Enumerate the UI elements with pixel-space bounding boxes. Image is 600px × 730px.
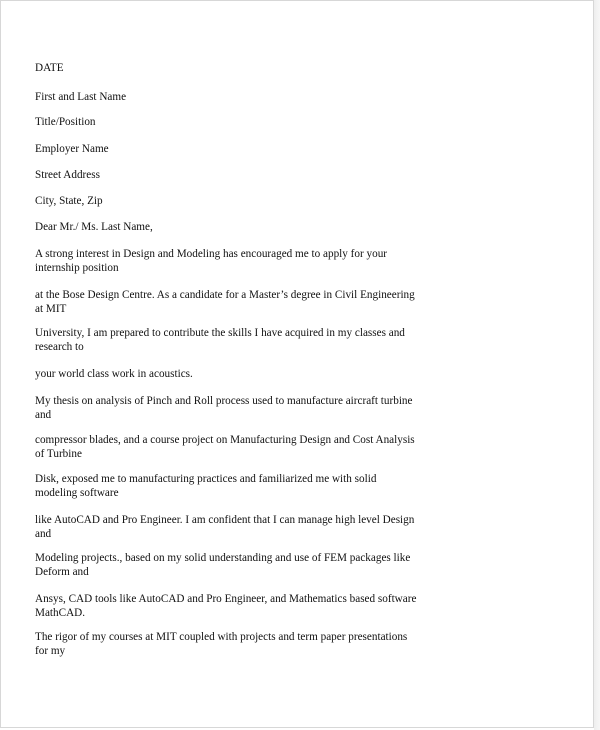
paragraph-line: Deform and [35, 566, 89, 578]
date-line: DATE [35, 62, 64, 74]
paragraph-line: research to [35, 341, 84, 353]
paragraph-line: like AutoCAD and Pro Engineer. I am confident that I can manage high level Design [35, 514, 415, 526]
salutation: Dear Mr./ Ms. Last Name, [35, 221, 153, 233]
paragraph [35, 394, 565, 422]
paragraph-line: A strong interest in Design and Modeling has encouraged me to apply for your [35, 248, 388, 260]
paragraph-line: modeling software [35, 487, 119, 499]
paragraph [35, 472, 565, 500]
page-edge-shadow [594, 0, 600, 730]
paragraph-line: MathCAD. [35, 607, 86, 619]
paragraph-line: for my [35, 645, 66, 657]
paragraph-line: your world class work in acoustics. [35, 368, 193, 380]
city-state-zip: City, State, Zip [35, 195, 103, 207]
paragraph [35, 367, 565, 381]
paragraph-line: University, I am prepared to contribute the skills I have acquired in my classes and [35, 327, 405, 339]
paragraph-line: Disk, exposed me to manufacturing practices and familiarized me with solid [35, 473, 377, 485]
paragraph [35, 551, 565, 579]
paragraph [35, 630, 565, 658]
recipient-title: Title/Position [35, 116, 96, 128]
paragraph-line: at MIT [35, 303, 67, 315]
recipient-name: First and Last Name [35, 91, 127, 103]
paragraph-line: Modeling projects., based on my solid understanding and use of FEM packages like [35, 552, 411, 564]
paragraph-line: and [35, 409, 52, 421]
employer-name: Employer Name [35, 143, 109, 155]
paragraph [35, 326, 565, 354]
paragraph [35, 433, 565, 461]
paragraph [35, 513, 565, 541]
paragraph-line: compressor blades, and a course project on Manufacturing Design and Cost Analysis [35, 434, 415, 446]
paragraph-line: and [35, 528, 52, 540]
street-address: Street Address [35, 169, 100, 181]
paragraph-line: Ansys, CAD tools like AutoCAD and Pro Engineer, and Mathematics based software [35, 593, 417, 605]
paragraph [35, 247, 565, 275]
paragraph [35, 592, 565, 620]
paragraph [35, 288, 565, 316]
paragraph-line: My thesis on analysis of Pinch and Roll process used to manufacture aircraft turbine [35, 395, 413, 407]
paragraph-line: internship position [35, 262, 119, 274]
paragraph-line: of Turbine [35, 448, 82, 460]
paragraph-line: The rigor of my courses at MIT coupled with projects and term paper presentations [35, 631, 408, 643]
paragraph-line: at the Bose Design Centre. As a candidate for a Master’s degree in Civil Engineering [35, 289, 415, 301]
